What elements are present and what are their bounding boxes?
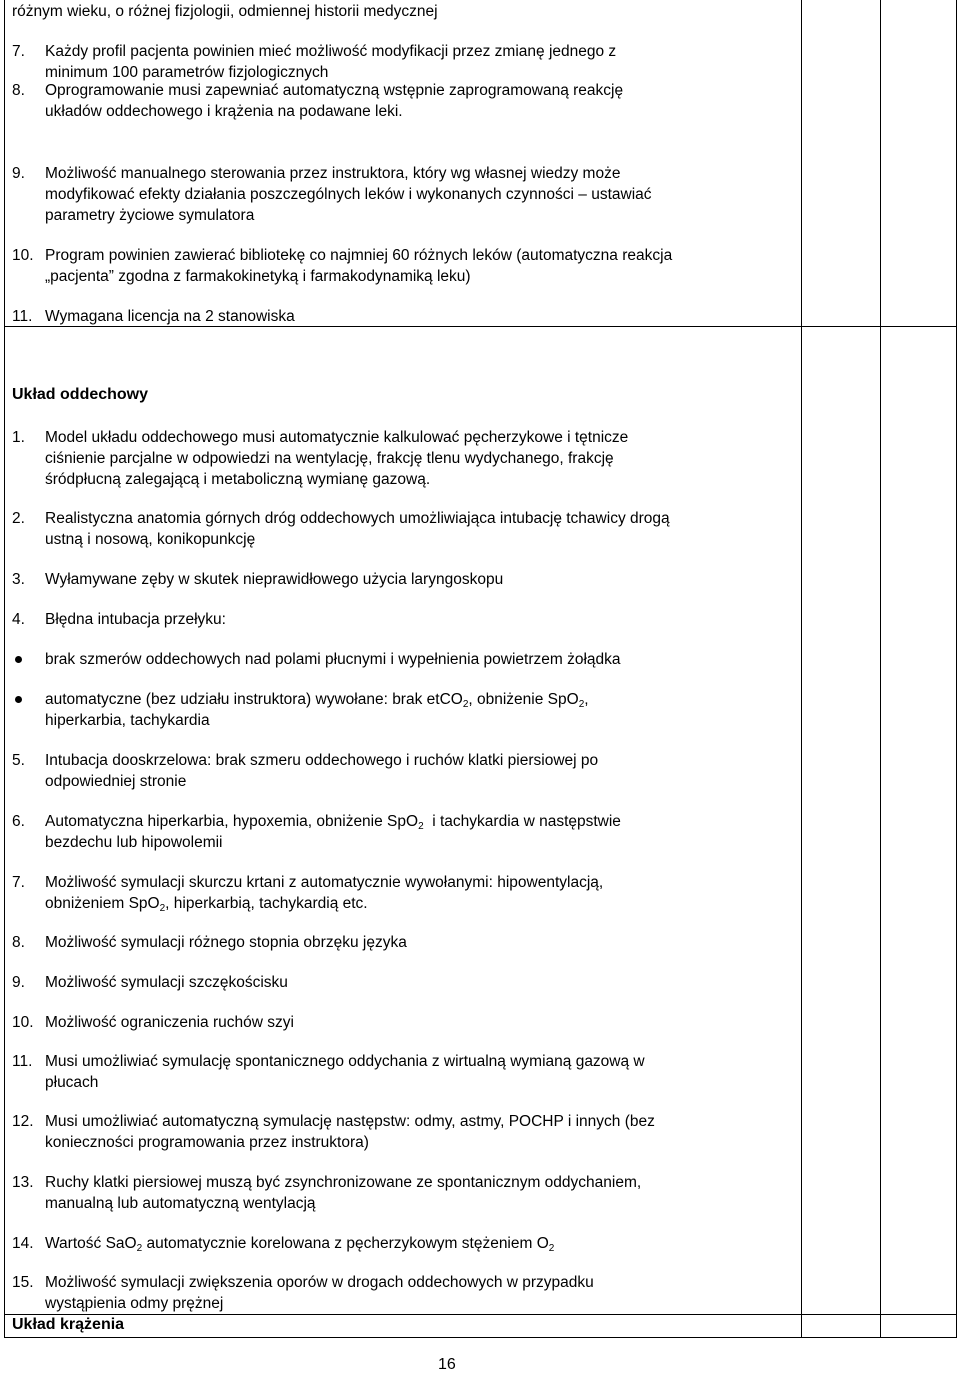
item-text: „pacjenta” zgodna z farmakokinetyką i farmakodynamiką leku): [45, 268, 471, 285]
item-number: 7.: [12, 874, 25, 891]
item-text: manualną lub automatyczną wentylacją: [45, 1195, 316, 1212]
item-number: 15.: [12, 1274, 34, 1291]
table-border-right: [956, 0, 957, 1337]
item-text: Każdy profil pacjenta powinien mieć możliwość modyfikacji przez zmianę jednego z: [45, 43, 617, 60]
item-number: 9.: [12, 974, 25, 991]
item-text: odpowiedniej stronie: [45, 773, 187, 790]
page-number: 16: [438, 1356, 456, 1373]
item-text: Musi umożliwiać automatyczną symulację następstw: odmy, astmy, POCHP i innych (bez: [45, 1113, 655, 1130]
item-text: bezdechu lub hipowolemii: [45, 834, 223, 851]
item-number: 14.: [12, 1235, 34, 1252]
item-number: 6.: [12, 813, 25, 830]
item-number: 8.: [12, 934, 25, 951]
item-text: wystąpienia odmy prężnej: [45, 1295, 224, 1312]
bullet-icon: [15, 696, 22, 703]
item-number: 4.: [12, 611, 25, 628]
item-number: 12.: [12, 1113, 34, 1130]
item-number: 11.: [12, 1053, 33, 1070]
table-border-left: [4, 0, 5, 1337]
item-text: Intubacja dooskrzelowa: brak szmeru oddechowego i ruchów klatki piersiowej po: [45, 752, 599, 769]
item-text: Ruchy klatki piersiowej muszą być zsynchronizowane ze spontanicznym oddychaniem,: [45, 1174, 642, 1191]
table-bottom-border: [4, 1337, 957, 1338]
bullet-icon: [15, 656, 22, 663]
table-border-col1: [801, 0, 802, 1337]
item-number: 5.: [12, 752, 25, 769]
item-text: Błędna intubacja przełyku:: [45, 611, 226, 628]
intro-fragment: różnym wieku, o różnej fizjologii, odmiennej historii medycznej: [12, 3, 438, 20]
table-border-col2: [880, 0, 881, 1337]
item-text: hiperkarbia, tachykardia: [45, 712, 210, 729]
item-text: układów oddechowego i krążenia na podawane leki.: [45, 103, 403, 120]
item-number: 10.: [12, 247, 34, 264]
item-text: ustną i nosową, konikopunkcję: [45, 531, 256, 548]
item-number: 7.: [12, 43, 25, 60]
item-text: Możliwość symulacji zwiększenia oporów w drogach oddechowych w przypadku: [45, 1274, 594, 1291]
item-text: Wymagana licencja na 2 stanowiska: [45, 308, 295, 325]
section-heading-circulatory: Układ krążenia: [12, 1316, 125, 1333]
item-text: Możliwość manualnego sterowania przez instruktora, który wg własnej wiedzy może: [45, 165, 621, 182]
item-text: Musi umożliwiać symulację spontanicznego oddychania z wirtualną wymianą gazową w: [45, 1053, 645, 1070]
item-text: konieczności programowania przez instruktora): [45, 1134, 369, 1151]
item-text: Oprogramowanie musi zapewniać automatyczną wstępnie zaprogramowaną reakcję: [45, 82, 624, 99]
item-text: parametry życiowe symulatora: [45, 207, 255, 224]
item-text: Wartość SaO$_2$ automatycznie korelowana z pęcherzykowym stężeniem $O_2$: [45, 1235, 555, 1254]
item-number: 11.: [12, 308, 33, 325]
item-number: 3.: [12, 571, 25, 588]
item-text: śródpłucną zalegającą i metaboliczną wymianę gazową.: [45, 471, 431, 488]
item-number: 1.: [12, 429, 25, 446]
item-text: płucach: [45, 1074, 99, 1091]
item-text: Możliwość symulacji szczękościsku: [45, 974, 288, 991]
item-text: Model układu oddechowego musi automatycznie kalkulować pęcherzykowe i tętnicze: [45, 429, 629, 446]
item-text: brak szmerów oddechowych nad polami płucnymi i wypełnienia powietrzem żołądka: [45, 651, 621, 668]
item-number: 2.: [12, 510, 25, 527]
item-text: Możliwość symulacji skurczu krtani z automatycznie wywołanymi: hipowentylacją,: [45, 874, 604, 891]
item-text: Możliwość symulacji różnego stopnia obrzęku języka: [45, 934, 407, 951]
item-text: Możliwość ograniczenia ruchów szyi: [45, 1014, 294, 1031]
item-text: Wyłamywane zęby w skutek nieprawidłowego użycia laryngoskopu: [45, 571, 504, 588]
item-number: 10.: [12, 1014, 34, 1031]
item-text: ciśnienie parcjalne w odpowiedzi na wentylację, frakcję tlenu wydychanego, frakcję: [45, 450, 614, 467]
item-text: minimum 100 parametrów fizjologicznych: [45, 64, 329, 81]
section-heading-respiratory: Układ oddechowy: [12, 386, 149, 403]
item-text: Automatyczna hiperkarbia, hypoxemia, obniżenie SpO$_2$ i tachykardia w następstwie: [45, 813, 621, 832]
item-text: automatyczne (bez udziału instruktora) wywołane: brak etCO$_2$, obniżenie SpO$_2$,: [45, 691, 589, 710]
item-text: obniżeniem SpO$_2$, hiperkarbią, tachykardią etc.: [45, 895, 368, 914]
item-text: Program powinien zawierać bibliotekę co najmniej 60 różnych leków (automatyczna reakcja: [45, 247, 673, 264]
item-number: 8.: [12, 82, 25, 99]
item-text: modyfikować efekty działania poszczególnych leków i wykonanych czynności – ustawiać: [45, 186, 652, 203]
item-text: Realistyczna anatomia górnych dróg oddechowych umożliwiająca intubację tchawicy drogą: [45, 510, 670, 527]
item-number: 13.: [12, 1174, 34, 1191]
item-number: 9.: [12, 165, 25, 182]
